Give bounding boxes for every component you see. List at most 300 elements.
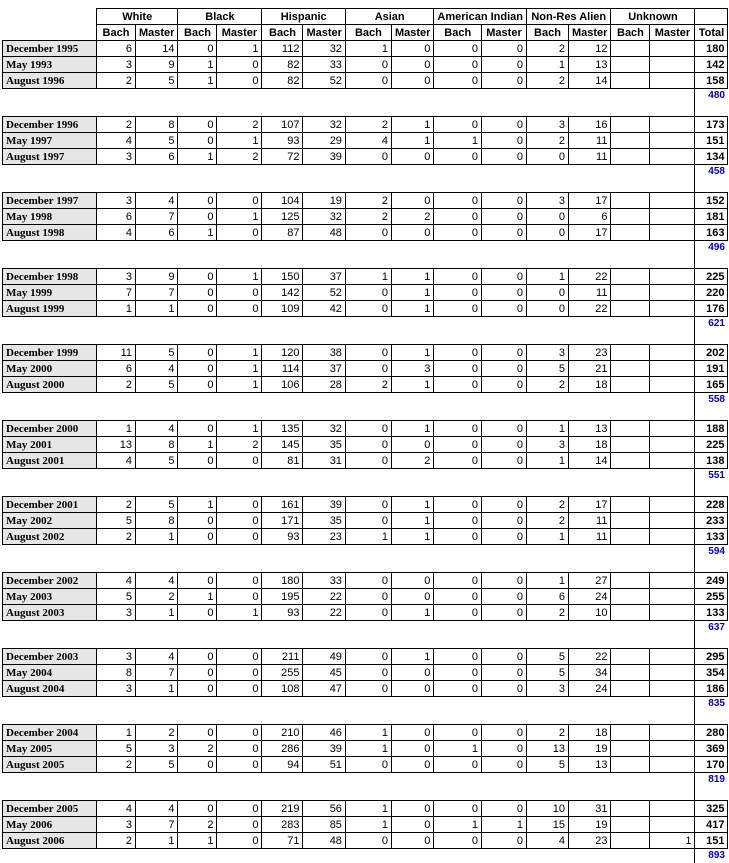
value-cell: 0: [217, 665, 262, 681]
value-cell: 0: [434, 361, 482, 377]
value-cell: 85: [303, 817, 345, 833]
value-cell: 2: [136, 725, 178, 741]
spacer-cell: [482, 89, 527, 104]
value-cell: 5: [526, 665, 568, 681]
spacer-cell: [611, 103, 650, 117]
value-cell: 31: [303, 453, 345, 469]
value-cell: 3: [526, 193, 568, 209]
spacer-cell: [303, 179, 345, 193]
spacer-cell: [136, 483, 178, 497]
spacer-cell: [178, 559, 217, 573]
table-row: [3, 421, 728, 437]
spacer-cell: [303, 545, 345, 560]
spacer-cell: [262, 393, 303, 408]
spacer-cell: [568, 241, 610, 256]
spacer-cell: [262, 469, 303, 484]
spacer-cell: [262, 317, 303, 332]
header-bach-4: Bach: [434, 25, 482, 41]
spacer-cell: [97, 317, 136, 332]
spacer-cell: [434, 255, 482, 269]
value-cell: 0: [178, 41, 217, 57]
value-cell: 1: [178, 225, 217, 241]
value-cell: 0: [178, 573, 217, 589]
value-cell: 0: [434, 285, 482, 301]
spacer-cell: [611, 331, 650, 345]
value-cell: 0: [434, 453, 482, 469]
row-label: December 1998: [3, 269, 97, 285]
spacer-cell: [611, 697, 650, 712]
value-cell: [650, 605, 695, 621]
spacer-cell: [526, 89, 568, 104]
value-cell: 13: [97, 437, 136, 453]
table-row: [3, 529, 728, 545]
header-master-1: Master: [217, 25, 262, 41]
spacer-cell: [303, 165, 345, 180]
spacer-cell: [391, 849, 433, 863]
value-cell: 81: [262, 453, 303, 469]
value-cell: 2: [391, 209, 433, 225]
spacer-cell: [391, 331, 433, 345]
value-cell: 5: [136, 377, 178, 393]
value-cell: 3: [97, 817, 136, 833]
value-cell: 21: [568, 361, 610, 377]
row-total: 165: [695, 377, 728, 393]
value-cell: [650, 573, 695, 589]
value-cell: 0: [391, 437, 433, 453]
spacer-cell: [178, 635, 217, 649]
value-cell: 28: [303, 377, 345, 393]
value-cell: 2: [217, 437, 262, 453]
value-cell: 0: [178, 285, 217, 301]
value-cell: 2: [526, 725, 568, 741]
spacer-cell: [345, 635, 391, 649]
spacer-cell: [611, 317, 650, 332]
value-cell: [650, 649, 695, 665]
value-cell: [650, 801, 695, 817]
block-sum-row: [3, 849, 728, 863]
value-cell: 142: [262, 285, 303, 301]
value-cell: 13: [568, 57, 610, 73]
value-cell: 0: [178, 665, 217, 681]
value-cell: 1: [97, 301, 136, 317]
spacer-cell: [434, 545, 482, 560]
spacer-cell: [303, 103, 345, 117]
row-total: 228: [695, 497, 728, 513]
value-cell: [611, 665, 650, 681]
spacer-cell: [136, 331, 178, 345]
value-cell: 5: [136, 73, 178, 89]
spacer-cell: [650, 545, 695, 560]
value-cell: 52: [303, 73, 345, 89]
value-cell: 0: [482, 57, 527, 73]
value-cell: 16: [568, 117, 610, 133]
spacer-cell: [217, 773, 262, 788]
spacer-cell: [345, 89, 391, 104]
spacer-cell: [650, 469, 695, 484]
value-cell: 2: [345, 209, 391, 225]
spacer-cell: [3, 241, 97, 256]
value-cell: 1: [178, 149, 217, 165]
spacer-cell: [3, 635, 97, 649]
value-cell: 24: [568, 589, 610, 605]
table-row: [3, 285, 728, 301]
value-cell: 0: [391, 73, 433, 89]
spacer-cell: [217, 711, 262, 725]
spacer-cell: [97, 711, 136, 725]
spacer-cell: [217, 559, 262, 573]
value-cell: 11: [568, 149, 610, 165]
spacer-cell: [136, 711, 178, 725]
spacer-cell: [136, 621, 178, 636]
value-cell: 4: [97, 573, 136, 589]
value-cell: [650, 725, 695, 741]
row-label: August 1998: [3, 225, 97, 241]
spacer-cell: [482, 559, 527, 573]
block-sum-row: [3, 621, 728, 636]
header-bach-6: Bach: [611, 25, 650, 41]
value-cell: 1: [217, 41, 262, 57]
spacer-cell: [303, 697, 345, 712]
value-cell: 71: [262, 833, 303, 849]
value-cell: 106: [262, 377, 303, 393]
value-cell: 34: [568, 665, 610, 681]
value-cell: 6: [97, 41, 136, 57]
value-cell: 1: [391, 117, 433, 133]
table-row: [3, 345, 728, 361]
value-cell: 13: [568, 421, 610, 437]
value-cell: 7: [136, 665, 178, 681]
value-cell: 0: [345, 149, 391, 165]
spacer-cell: [178, 407, 217, 421]
spacer-cell: [97, 331, 136, 345]
table-row: [3, 453, 728, 469]
value-cell: 93: [262, 529, 303, 545]
value-cell: 0: [434, 757, 482, 773]
spacer-cell: [391, 545, 433, 560]
header-master-6: Master: [650, 25, 695, 41]
spacer-cell: [568, 697, 610, 712]
spacer-cell: [262, 545, 303, 560]
value-cell: 1: [217, 377, 262, 393]
value-cell: 2: [97, 117, 136, 133]
value-cell: 6: [136, 225, 178, 241]
value-cell: [650, 681, 695, 697]
header-bach-2: Bach: [262, 25, 303, 41]
value-cell: [650, 497, 695, 513]
value-cell: 0: [217, 757, 262, 773]
value-cell: [611, 269, 650, 285]
spacer-cell: [526, 773, 568, 788]
spacer-cell: [650, 483, 695, 497]
value-cell: 37: [303, 361, 345, 377]
block-sum: 621: [695, 317, 728, 332]
spacer-cell: [526, 255, 568, 269]
value-cell: [650, 285, 695, 301]
value-cell: 4: [136, 573, 178, 589]
value-cell: 4: [526, 833, 568, 849]
spacer-cell: [345, 483, 391, 497]
spacer-cell: [526, 483, 568, 497]
spacer-cell: [482, 165, 527, 180]
block-sum: 458: [695, 165, 728, 180]
value-cell: 114: [262, 361, 303, 377]
header-group-2: Hispanic: [262, 9, 345, 25]
spacer-cell: [97, 407, 136, 421]
spacer-cell: [650, 407, 695, 421]
value-cell: 87: [262, 225, 303, 241]
value-cell: 0: [178, 725, 217, 741]
value-cell: [611, 41, 650, 57]
value-cell: 13: [526, 741, 568, 757]
value-cell: 38: [303, 345, 345, 361]
spacer-cell: [303, 89, 345, 104]
value-cell: 1: [345, 269, 391, 285]
value-cell: 180: [262, 573, 303, 589]
value-cell: 0: [434, 225, 482, 241]
value-cell: 0: [178, 117, 217, 133]
value-cell: 23: [568, 345, 610, 361]
value-cell: 1: [526, 529, 568, 545]
row-total: 233: [695, 513, 728, 529]
value-cell: 1: [391, 301, 433, 317]
value-cell: 0: [434, 513, 482, 529]
value-cell: 37: [303, 269, 345, 285]
spacer-cell: [391, 711, 433, 725]
block-spacer: [3, 331, 728, 345]
value-cell: 2: [217, 149, 262, 165]
spacer-cell: [526, 103, 568, 117]
row-total: 180: [695, 41, 728, 57]
spacer-cell: [3, 331, 97, 345]
value-cell: 0: [482, 589, 527, 605]
block-spacer: [3, 787, 728, 801]
value-cell: 1: [391, 133, 433, 149]
row-total: 191: [695, 361, 728, 377]
spacer-cell: [695, 711, 728, 725]
spacer-cell: [3, 393, 97, 408]
value-cell: [650, 117, 695, 133]
spacer-cell: [178, 317, 217, 332]
block-sum: 637: [695, 621, 728, 636]
spacer-cell: [434, 165, 482, 180]
value-cell: 0: [391, 833, 433, 849]
row-label: December 2003: [3, 649, 97, 665]
row-total: 220: [695, 285, 728, 301]
row-total: 151: [695, 133, 728, 149]
row-label: August 2005: [3, 757, 97, 773]
value-cell: 0: [178, 361, 217, 377]
spacer-cell: [136, 635, 178, 649]
value-cell: 1: [391, 605, 433, 621]
value-cell: 4: [136, 649, 178, 665]
value-cell: 4: [136, 801, 178, 817]
value-cell: [650, 421, 695, 437]
row-total: 249: [695, 573, 728, 589]
value-cell: 0: [482, 117, 527, 133]
value-cell: 0: [178, 513, 217, 529]
spacer-cell: [262, 241, 303, 256]
spacer-cell: [345, 559, 391, 573]
spacer-cell: [650, 559, 695, 573]
spacer-cell: [391, 103, 433, 117]
header-total: Total: [695, 25, 728, 41]
value-cell: 104: [262, 193, 303, 209]
spacer-cell: [303, 255, 345, 269]
spacer-cell: [217, 483, 262, 497]
spacer-cell: [526, 559, 568, 573]
spacer-cell: [650, 179, 695, 193]
value-cell: 0: [345, 301, 391, 317]
table-row: [3, 41, 728, 57]
spacer-cell: [303, 483, 345, 497]
value-cell: [611, 193, 650, 209]
spacer-cell: [391, 165, 433, 180]
row-total: 170: [695, 757, 728, 773]
value-cell: 150: [262, 269, 303, 285]
spacer-cell: [217, 393, 262, 408]
block-spacer: [3, 483, 728, 497]
spacer-cell: [650, 635, 695, 649]
value-cell: 2: [526, 377, 568, 393]
value-cell: 0: [345, 453, 391, 469]
value-cell: 1: [391, 345, 433, 361]
row-label: December 2001: [3, 497, 97, 513]
spacer-cell: [178, 787, 217, 801]
spacer-cell: [695, 787, 728, 801]
value-cell: 0: [345, 757, 391, 773]
value-cell: [611, 117, 650, 133]
row-total: 138: [695, 453, 728, 469]
value-cell: 0: [391, 573, 433, 589]
value-cell: 1: [178, 437, 217, 453]
spacer-cell: [178, 469, 217, 484]
table-row: [3, 573, 728, 589]
value-cell: 23: [568, 833, 610, 849]
value-cell: 1: [136, 605, 178, 621]
value-cell: 3: [97, 269, 136, 285]
spacer-cell: [178, 711, 217, 725]
value-cell: 48: [303, 225, 345, 241]
value-cell: 0: [391, 589, 433, 605]
spacer-cell: [391, 559, 433, 573]
value-cell: 0: [178, 421, 217, 437]
value-cell: 8: [136, 117, 178, 133]
spacer-cell: [434, 241, 482, 256]
row-label: August 2001: [3, 453, 97, 469]
value-cell: 14: [568, 453, 610, 469]
table-row: [3, 73, 728, 89]
value-cell: 145: [262, 437, 303, 453]
spacer-cell: [262, 849, 303, 863]
spacer-cell: [611, 89, 650, 104]
row-total: 181: [695, 209, 728, 225]
value-cell: 1: [391, 377, 433, 393]
row-label: May 2006: [3, 817, 97, 833]
value-cell: 8: [136, 513, 178, 529]
spacer-cell: [695, 179, 728, 193]
spacer-cell: [345, 849, 391, 863]
value-cell: 1: [217, 345, 262, 361]
header-master-5: Master: [568, 25, 610, 41]
table-row: [3, 149, 728, 165]
row-total: 225: [695, 269, 728, 285]
spacer-cell: [97, 393, 136, 408]
value-cell: 2: [178, 741, 217, 757]
spacer-cell: [482, 849, 527, 863]
value-cell: 0: [482, 345, 527, 361]
spacer-cell: [568, 317, 610, 332]
value-cell: 1: [391, 285, 433, 301]
spacer-cell: [391, 635, 433, 649]
spacer-cell: [217, 103, 262, 117]
spacer-cell: [136, 559, 178, 573]
spacer-cell: [217, 331, 262, 345]
spacer-cell: [136, 545, 178, 560]
block-sum-row: [3, 773, 728, 788]
value-cell: [611, 757, 650, 773]
spacer-cell: [482, 331, 527, 345]
value-cell: [650, 589, 695, 605]
spacer-cell: [262, 89, 303, 104]
spacer-cell: [97, 165, 136, 180]
spacer-cell: [97, 559, 136, 573]
header-group-row: [3, 9, 728, 25]
value-cell: 8: [97, 665, 136, 681]
block-sum-row: [3, 89, 728, 104]
row-label: August 1997: [3, 149, 97, 165]
value-cell: 108: [262, 681, 303, 697]
value-cell: [650, 41, 695, 57]
spacer-cell: [217, 621, 262, 636]
value-cell: 18: [568, 437, 610, 453]
spacer-cell: [262, 331, 303, 345]
row-total: 163: [695, 225, 728, 241]
value-cell: 11: [568, 529, 610, 545]
row-total: 151: [695, 833, 728, 849]
spacer-cell: [526, 179, 568, 193]
spacer-cell: [391, 179, 433, 193]
value-cell: 2: [97, 497, 136, 513]
value-cell: 0: [434, 529, 482, 545]
spacer-cell: [695, 407, 728, 421]
value-cell: 1: [345, 741, 391, 757]
spacer-cell: [217, 407, 262, 421]
spacer-cell: [526, 393, 568, 408]
value-cell: 4: [97, 453, 136, 469]
spacer-cell: [391, 317, 433, 332]
spacer-cell: [391, 787, 433, 801]
block-sum-row: [3, 697, 728, 712]
spacer-cell: [136, 165, 178, 180]
row-label: December 2004: [3, 725, 97, 741]
value-cell: 5: [526, 361, 568, 377]
table-row: [3, 209, 728, 225]
spacer-cell: [345, 241, 391, 256]
value-cell: 35: [303, 437, 345, 453]
spacer-cell: [650, 165, 695, 180]
value-cell: 1: [345, 817, 391, 833]
value-cell: [611, 345, 650, 361]
value-cell: 171: [262, 513, 303, 529]
value-cell: 0: [345, 285, 391, 301]
spacer-cell: [97, 103, 136, 117]
spacer-cell: [217, 697, 262, 712]
value-cell: 7: [97, 285, 136, 301]
spacer-cell: [178, 697, 217, 712]
spacer-cell: [482, 469, 527, 484]
row-total: 417: [695, 817, 728, 833]
value-cell: 32: [303, 117, 345, 133]
